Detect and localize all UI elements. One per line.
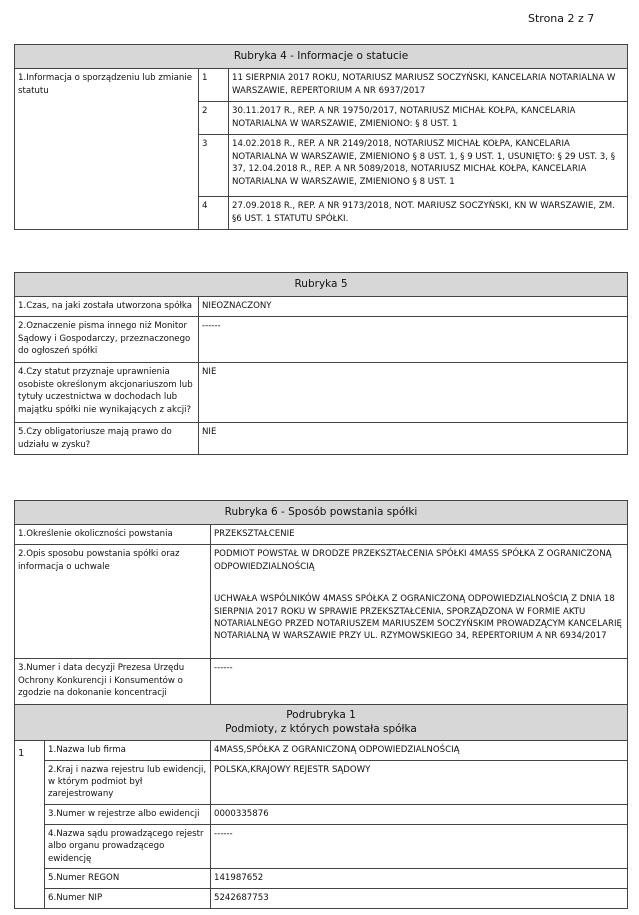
section5-row-label: 2.Oznaczenie pisma innego niż Monitor Sądowy i Gospodarczy, przeznaczonego do ogłoszeń spółki: [15, 317, 199, 363]
section5-row-value: ------: [199, 317, 628, 363]
entity-field-value: 141987652: [211, 869, 628, 889]
section5-row-label: 4.Czy statut przyznaje uprawnienia osobiste określonym akcjonariuszom lub tytuły uczestnictwa w dochodach lub majątku spółki nie wynikających z akcji?: [15, 363, 199, 423]
section4-entry-no: 4: [199, 197, 229, 230]
section5-row-value: NIE: [199, 363, 628, 423]
section6-description: PODMIOT POWSTAŁ W DRODZE PRZEKSZTAŁCENIA SPÓŁKI 4MASS SPÓŁKA Z OGRANICZONĄ ODPOWIEDZIALNOŚCIĄ: [214, 549, 612, 572]
section4-title: Rubryka 4 - Informacje o statucie: [15, 45, 628, 69]
section6-row-value: PRZEKSZTAŁCENIE: [211, 525, 628, 545]
subsection-title: Podrubryka 1: [286, 709, 356, 722]
section4-label: 1.Informacja o sporządzeniu lub zmianie statutu: [15, 69, 199, 230]
entity-field-value: ------: [211, 824, 628, 868]
section4-entry-no: 1: [199, 69, 229, 102]
section4-entry-no: 3: [199, 135, 229, 197]
section6-row-label: 3.Numer i data decyzji Prezesa Urzędu Ochrony Konkurencji i Konsumentów o zgodzie na dokonanie koncentracji: [15, 659, 211, 705]
subsection-header: [15, 705, 628, 740]
entity-field-label: 3.Numer w rejestrze albo ewidencji: [45, 804, 211, 824]
section5-row-label: 5.Czy obligatoriusze mają prawo do udziału w zysku?: [15, 423, 199, 455]
section5-row-value: NIEOZNACZONY: [199, 297, 628, 317]
entity-field-label: 6.Numer NIP: [45, 889, 211, 909]
section4-entry-text: 11 SIERPNIA 2017 ROKU, NOTARIUSZ MARIUSZ SOCZYŃSKI, KANCELARIA NOTARIALNA W WARSZAWIE, REPERTORIUM A NR 6937/2017: [229, 69, 628, 102]
section5-row-label: 1.Czas, na jaki została utworzona spółka: [15, 297, 199, 317]
section6-row-label: 1.Określenie okoliczności powstania: [15, 525, 211, 545]
section6-title: Rubryka 6 - Sposób powstania spółki: [15, 501, 628, 525]
section6-row-label: 2.Opis sposobu powstania spółki oraz informacja o uchwale: [15, 545, 211, 659]
section4-table: [14, 44, 628, 230]
entity-field-value: 5242687753: [211, 889, 628, 909]
section4-entry-text: 27.09.2018 R., REP. A NR 9173/2018, NOT. MARIUSZ SOCZYŃSKI, KN W WARSZAWIE, ZM. §6 UST. 1 STATUTU SPÓŁKI.: [229, 197, 628, 230]
section6-row-value: ------: [211, 659, 628, 705]
entity-field-value: 4MASS,SPÓŁKA Z OGRANICZONĄ ODPOWIEDZIALNOŚCIĄ: [211, 740, 628, 760]
entity-field-label: 1.Nazwa lub firma: [45, 740, 211, 760]
entity-field-label: 2.Kraj i nazwa rejestru lub ewidencji, w którym podmiot był zarejestrowany: [45, 760, 211, 804]
entity-number: 1: [15, 740, 45, 909]
subsection-subtitle: Podmioty, z których powstała spółka: [225, 723, 417, 736]
section6-row-value: [211, 545, 628, 659]
section6-table: [14, 500, 628, 909]
section5-title: Rubryka 5: [15, 273, 628, 297]
entity-field-value: POLSKA,KRAJOWY REJESTR SĄDOWY: [211, 760, 628, 804]
section4-entry-no: 2: [199, 102, 229, 135]
section4-entry-text: 14.02.2018 R., REP. A NR 2149/2018, NOTARIUSZ MICHAŁ KOŁPA, KANCELARIA NOTARIALNA W WARSZAWIE, ZMIENIONO § 8 UST. 1, § 9 UST. 1, USUNIĘTO: § 29 UST. 3, § 37, 12.04.2018 R., REP. A NR 5089/2018, NOTARIUSZ MICHAŁ KOŁPA, KANCELARIA NOTARIALNA W WARSZAWIE, ZMIENIONO § 8 UST. 1: [229, 135, 628, 197]
entity-field-value: 0000335876: [211, 804, 628, 824]
section6-resolution: UCHWAŁA WSPÓLNIKÓW 4MASS SPÓŁKA Z OGRANICZONĄ ODPOWIEDZIALNOŚCIĄ Z DNIA 18 SIERPNIA 2017 ROKU W SPRAWIE PRZEKSZTAŁCENIA, SPORZĄDZONA W FORMIE AKTU NOTARIALNEGO PRZED NOTARIUSZEM MARIUSZEM SOCZYŃSKIM PROWADZĄCYM KANCELARIĘ NOTARIALNĄ W WARSZAWIE PRZY UL. RZYMOWSKIEGO 34, REPERTORIUM A NR 6934/2017: [214, 594, 622, 642]
entity-field-label: 5.Numer REGON: [45, 869, 211, 889]
section4-entry-text: 30.11.2017 R., REP. A NR 19750/2017, NOTARIUSZ MICHAŁ KOŁPA, KANCELARIA NOTARIALNA W WARSZAWIE, ZMIENIONO: § 8 UST. 1: [229, 102, 628, 135]
section5-row-value: NIE: [199, 423, 628, 455]
section5-table: [14, 272, 628, 455]
entity-field-label: 4.Nazwa sądu prowadzącego rejestr albo organu prowadzącego ewidencję: [45, 824, 211, 868]
page-number: Strona 2 z 7: [528, 12, 595, 25]
